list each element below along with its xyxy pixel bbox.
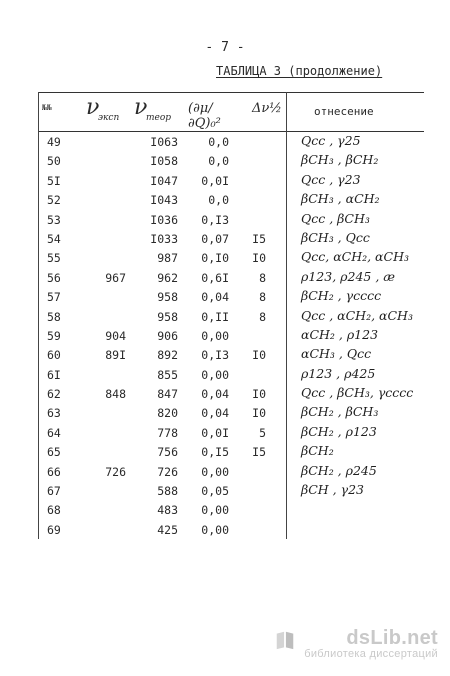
cell-derivative: 0,II [201, 309, 229, 324]
cell-number: 54 [47, 231, 61, 246]
header-v-teor-symbol: ν [134, 95, 148, 120]
cell-assignment: Qcc, αCH₂, αCH₃ [301, 249, 409, 265]
cell-v-teor: I033 [150, 231, 178, 246]
cell-derivative: 0,0 [208, 193, 229, 208]
data-table [38, 92, 424, 539]
cell-derivative: 0,I0 [201, 251, 229, 266]
cell-number: 64 [47, 425, 61, 440]
cell-derivative: 0,05 [201, 484, 229, 499]
table-row [38, 442, 424, 461]
book-icon [274, 629, 296, 651]
table-row [38, 132, 424, 151]
cell-v-exp: 89I [105, 348, 126, 363]
cell-assignment: βCH₂ , ρ123 [301, 423, 377, 439]
cell-derivative: 0,0I [201, 425, 229, 440]
cell-number: 67 [47, 484, 61, 499]
cell-v-teor: 987 [157, 251, 178, 266]
cell-v-teor: I047 [150, 173, 178, 188]
cell-v-teor: 425 [157, 522, 178, 537]
cell-derivative: 0,04 [201, 387, 229, 402]
cell-derivative: 0,6I [201, 270, 229, 285]
cell-assignment: βCH₂ , ρ245 [301, 462, 377, 478]
header-v-exp-symbol: ν [86, 95, 100, 120]
header-delta-v-text: Δν½ [252, 101, 282, 116]
cell-delta-v: I0 [252, 251, 266, 266]
cell-v-teor: 958 [157, 309, 178, 324]
cell-derivative: 0,I5 [201, 445, 229, 460]
cell-number: 52 [47, 193, 61, 208]
cell-v-exp: 848 [105, 387, 126, 402]
cell-assignment: Qcc , βCH₃, γcccc [301, 385, 414, 401]
cell-derivative: 0,0 [208, 154, 229, 169]
cell-number: 66 [47, 464, 61, 479]
header-v-teor-sub: теор [146, 113, 172, 123]
cell-assignment: αCH₃ , Qcc [301, 346, 372, 362]
cell-v-teor: 855 [157, 367, 178, 382]
cell-v-teor: 726 [157, 464, 178, 479]
cell-v-teor: 892 [157, 348, 178, 363]
cell-assignment: Qcc , βCH₃ [301, 210, 370, 226]
cell-v-teor: 962 [157, 270, 178, 285]
cell-v-exp: 904 [105, 328, 126, 343]
cell-assignment: βCH₃ , αCH₂ [301, 191, 380, 207]
table-row [38, 307, 424, 326]
cell-v-teor: 778 [157, 425, 178, 440]
table-row [38, 384, 424, 403]
cell-delta-v: I5 [252, 231, 266, 246]
cell-number: 65 [47, 445, 61, 460]
table-row [38, 210, 424, 229]
table-row [38, 229, 424, 248]
cell-derivative: 0,0 [208, 135, 229, 149]
cell-derivative: 0,00 [201, 522, 229, 537]
cell-assignment: βCH , γ23 [301, 482, 364, 498]
cell-number: 69 [47, 522, 61, 537]
table-row [38, 423, 424, 442]
cell-derivative: 0,04 [201, 406, 229, 421]
table-body [38, 132, 424, 539]
cell-assignment: ρ123 , ρ425 [301, 365, 376, 381]
cell-derivative: 0,I3 [201, 348, 229, 363]
table-row [38, 481, 424, 500]
cell-derivative: 0,00 [201, 328, 229, 343]
cell-derivative: 0,00 [201, 464, 229, 479]
table-row [38, 365, 424, 384]
table-row [38, 151, 424, 170]
cell-delta-v: I0 [252, 387, 266, 402]
header-v-exp-sub: эксп [98, 113, 120, 123]
cell-assignment: βCH₃ , Qcc [301, 229, 370, 245]
cell-v-teor: I058 [150, 154, 178, 169]
page-number: - 7 - [205, 40, 245, 55]
cell-v-teor: 847 [157, 387, 178, 402]
cell-assignment: Qcc , αCH₂, αCH₃ [301, 307, 413, 323]
watermark-brand: dsLib.net [346, 627, 438, 649]
watermark-subtitle: библиотека диссертаций [304, 648, 438, 660]
cell-v-teor: 483 [157, 503, 178, 518]
table-row [38, 345, 424, 364]
table-row [38, 403, 424, 422]
table-row [38, 462, 424, 481]
cell-v-exp: 967 [105, 270, 126, 285]
cell-v-exp: 726 [105, 464, 126, 479]
cell-assignment: βCH₂ , γcccc [301, 288, 382, 304]
cell-derivative: 0,07 [201, 231, 229, 246]
cell-assignment: Qcc , γ25 [301, 133, 361, 148]
cell-delta-v: I5 [252, 445, 266, 460]
table-row [38, 287, 424, 306]
cell-assignment: ρ123, ρ245 , æ [301, 268, 396, 284]
cell-number: 63 [47, 406, 61, 421]
cell-delta-v: I0 [252, 406, 266, 421]
cell-number: 50 [47, 154, 61, 169]
cell-v-teor: I036 [150, 212, 178, 227]
cell-delta-v: I0 [252, 348, 266, 363]
cell-assignment: αCH₂ , ρ123 [301, 326, 379, 342]
cell-number: 59 [47, 328, 61, 343]
cell-v-teor: 588 [157, 484, 178, 499]
header-number: №№ [42, 103, 52, 112]
cell-assignment: Qcc , γ23 [301, 171, 361, 187]
cell-number: 57 [47, 290, 61, 305]
cell-number: 53 [47, 212, 61, 227]
cell-number: 56 [47, 270, 61, 285]
cell-v-teor: 820 [157, 406, 178, 421]
cell-v-teor: 958 [157, 290, 178, 305]
cell-number: 49 [47, 135, 61, 149]
cell-v-teor: I063 [150, 135, 178, 149]
header-derivative-text: (∂μ/∂Q)₀² [188, 101, 221, 131]
table-caption: ТАБЛИЦА 3 (продолжение) [216, 64, 383, 78]
cell-delta-v: 8 [259, 290, 266, 305]
cell-number: 68 [47, 503, 61, 518]
cell-v-teor: 756 [157, 445, 178, 460]
cell-v-teor: 906 [157, 328, 178, 343]
cell-delta-v: 5 [259, 425, 266, 440]
cell-number: 62 [47, 387, 61, 402]
cell-derivative: 0,0I [201, 173, 229, 188]
table-row [38, 326, 424, 345]
cell-number: 60 [47, 348, 61, 363]
cell-delta-v: 8 [259, 270, 266, 285]
cell-v-teor: I043 [150, 193, 178, 208]
table-row [38, 500, 424, 519]
header-assignment: отнесение [314, 105, 374, 118]
cell-number: 6I [47, 367, 61, 382]
table-row [38, 248, 424, 267]
cell-assignment: βCH₂ , βCH₃ [301, 404, 379, 420]
cell-derivative: 0,04 [201, 290, 229, 305]
cell-number: 5I [47, 173, 61, 188]
cell-derivative: 0,I3 [201, 212, 229, 227]
table-header [38, 92, 424, 132]
table-row [38, 190, 424, 209]
cell-assignment: βCH₂ [301, 443, 334, 459]
table-row [38, 520, 424, 539]
table-row [38, 268, 424, 287]
cell-assignment: βCH₃ , βCH₂ [301, 152, 379, 168]
table-row [38, 171, 424, 190]
cell-derivative: 0,00 [201, 503, 229, 518]
cell-number: 55 [47, 251, 61, 266]
watermark [304, 627, 438, 660]
cell-derivative: 0,00 [201, 367, 229, 382]
cell-number: 58 [47, 309, 61, 324]
cell-delta-v: 8 [259, 309, 266, 324]
